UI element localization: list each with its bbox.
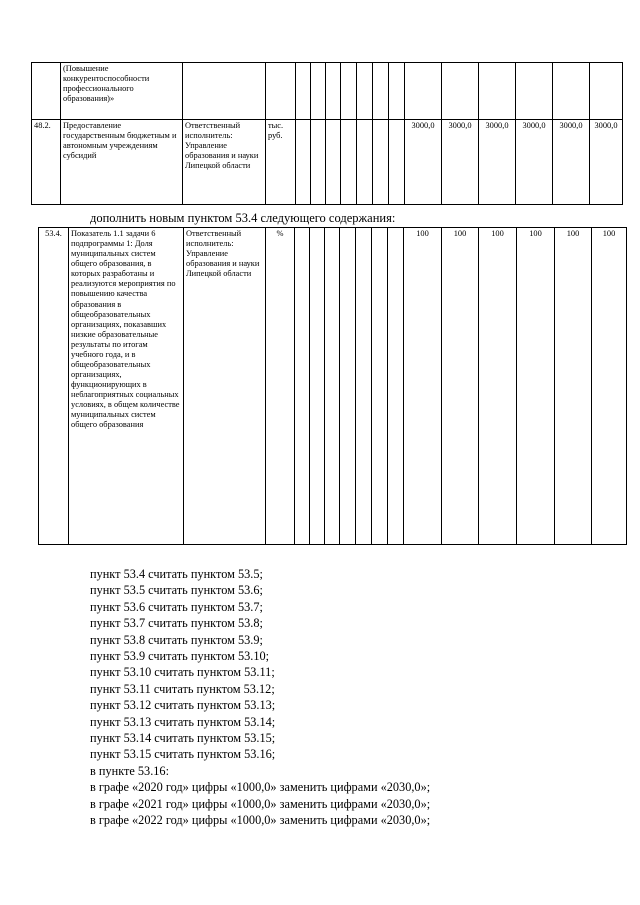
empty-cell <box>340 228 356 545</box>
row-unit <box>266 63 296 120</box>
empty-cell <box>325 228 340 545</box>
row-unit: тыс. руб. <box>266 120 296 205</box>
list-item: пункт 53.6 считать пунктом 53.7; <box>90 599 263 614</box>
value-cell <box>442 63 479 120</box>
value-cell: 100 <box>555 228 592 545</box>
row-number: 48.2. <box>32 120 61 205</box>
list-item: пункт 53.14 считать пунктом 53.15; <box>90 731 276 746</box>
value-cell <box>553 63 590 120</box>
empty-cell <box>373 63 389 120</box>
empty-cell <box>389 120 405 205</box>
table-row <box>39 228 627 545</box>
row-responsible: Ответственный исполнитель: Управление образования и науки Липецкой области <box>184 228 266 545</box>
row-unit: % <box>266 228 295 545</box>
value-cell: 3000,0 <box>442 120 479 205</box>
program-table-new-item <box>38 227 627 545</box>
row-name: Предоставление государственным бюджетным и автономным учреждениям субсидий <box>61 120 183 205</box>
empty-cell <box>310 228 325 545</box>
empty-cell <box>357 63 373 120</box>
row-name: Показатель 1.1 задачи 6 подпрограммы 1: Доля муниципальных систем общего образования, в которых разработаны и реализуются мероприятия по повышению качества образования в общеобразовательных организациях, показавших низкие образовательные результаты по итогам учебного года, и в общеобразовательных организациях, функционирующих в неблагоприятных социальных условиях, в общем количестве муниципальных систем общего образования <box>69 228 184 545</box>
value-cell <box>516 63 553 120</box>
value-cell: 3000,0 <box>590 120 623 205</box>
value-cell <box>479 63 516 120</box>
amendment-list <box>90 566 430 829</box>
list-item: пункт 53.12 считать пунктом 53.13; <box>90 698 276 713</box>
value-cell: 100 <box>592 228 627 545</box>
list-item: пункт 53.4 считать пунктом 53.5; <box>90 567 263 581</box>
list-item: пункт 53.13 считать пунктом 53.14; <box>90 714 276 729</box>
row-number: 53.4. <box>39 228 69 545</box>
list-item: в графе «2021 год» цифры «1000,0» заменить цифрами «2030,0»; <box>90 796 431 811</box>
row-number <box>32 63 61 120</box>
row-responsible: Ответственный исполнитель: Управление образования и науки Липецкой области <box>183 120 266 205</box>
list-item: пункт 53.5 считать пунктом 53.6; <box>90 583 263 598</box>
program-table-top <box>31 62 623 205</box>
list-item: пункт 53.15 считать пунктом 53.16; <box>90 747 276 762</box>
empty-cell <box>296 120 311 205</box>
empty-cell <box>357 120 373 205</box>
list-item: пункт 53.10 считать пунктом 53.11; <box>90 665 275 680</box>
list-item: в графе «2022 год» цифры «1000,0» заменить цифрами «2030,0»; <box>90 813 431 828</box>
value-cell <box>405 63 442 120</box>
empty-cell <box>326 120 341 205</box>
empty-cell <box>311 63 326 120</box>
row-name: (Повышение конкурентоспособности профессионального образования)» <box>61 63 183 120</box>
empty-cell <box>311 120 326 205</box>
value-cell: 100 <box>404 228 442 545</box>
value-cell: 3000,0 <box>405 120 442 205</box>
list-item: пункт 53.8 считать пунктом 53.9; <box>90 632 263 647</box>
empty-cell <box>296 63 311 120</box>
intro-text: дополнить новым пунктом 53.4 следующего содержания: <box>90 211 396 225</box>
value-cell: 100 <box>442 228 479 545</box>
table-row <box>32 63 623 120</box>
row-responsible <box>183 63 266 120</box>
value-cell: 100 <box>517 228 555 545</box>
empty-cell <box>388 228 404 545</box>
list-item: пункт 53.7 считать пунктом 53.8; <box>90 616 263 631</box>
table-row <box>32 120 623 205</box>
value-cell: 100 <box>479 228 517 545</box>
empty-cell <box>389 63 405 120</box>
value-cell: 3000,0 <box>516 120 553 205</box>
empty-cell <box>356 228 372 545</box>
empty-cell <box>295 228 310 545</box>
empty-cell <box>341 63 357 120</box>
empty-cell <box>326 63 341 120</box>
value-cell: 3000,0 <box>479 120 516 205</box>
list-item: пункт 53.11 считать пунктом 53.12; <box>90 681 275 696</box>
empty-cell <box>373 120 389 205</box>
list-item: пункт 53.9 считать пунктом 53.10; <box>90 649 270 664</box>
empty-cell <box>341 120 357 205</box>
list-item: в графе «2020 год» цифры «1000,0» заменить цифрами «2030,0»; <box>90 780 431 795</box>
empty-cell <box>372 228 388 545</box>
list-item: в пункте 53.16: <box>90 763 169 778</box>
value-cell <box>590 63 623 120</box>
value-cell: 3000,0 <box>553 120 590 205</box>
